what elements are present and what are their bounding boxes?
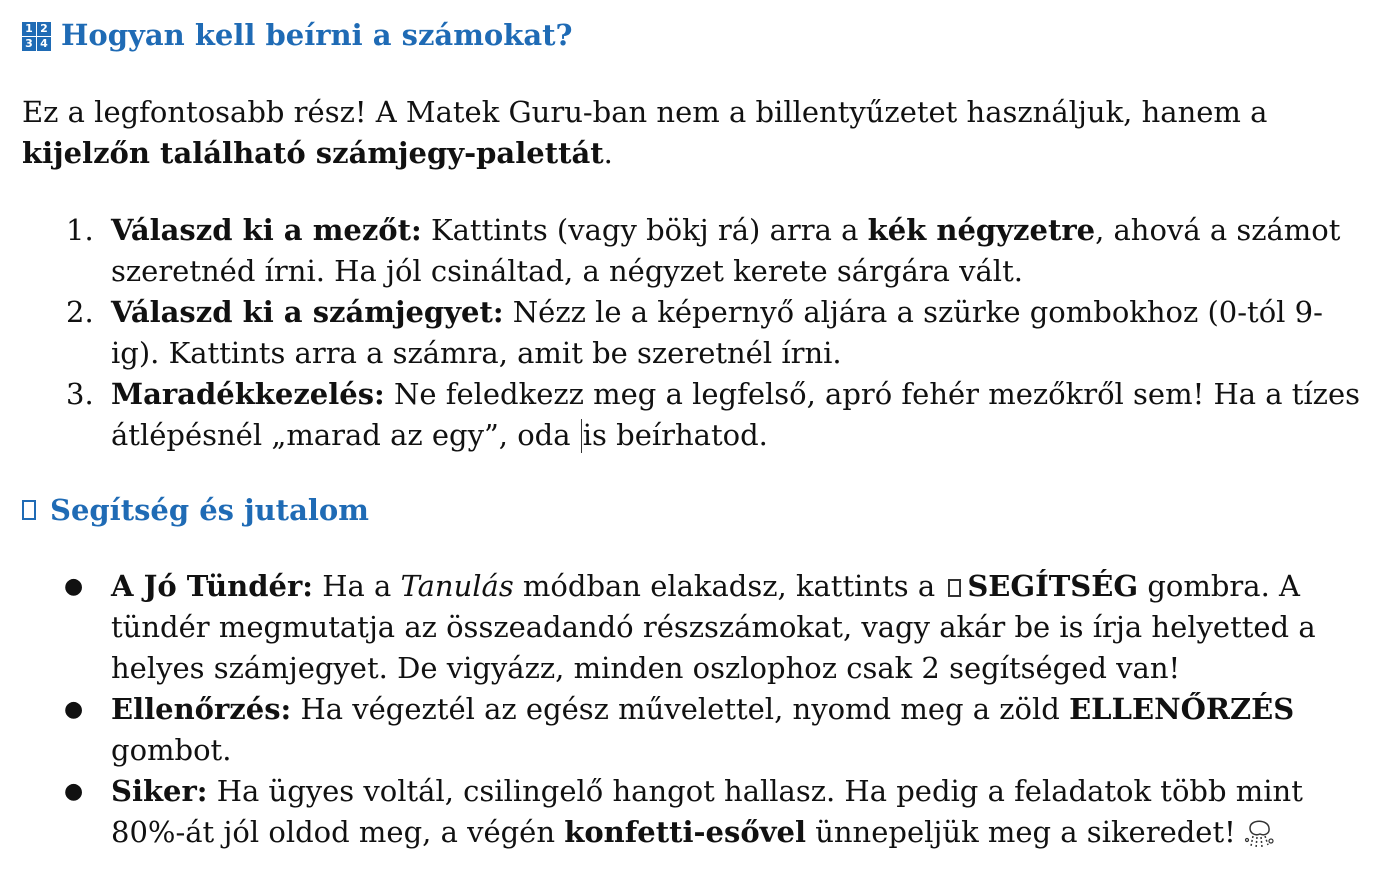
section-heading-text: Segítség és jutalom <box>50 493 369 527</box>
steps-list <box>22 210 1367 456</box>
bullet-icon: ● <box>64 697 84 722</box>
bullet-list <box>22 566 1367 861</box>
input-numbers-icon: 1 2 3 4 <box>22 22 51 51</box>
section-heading-help <box>22 492 369 528</box>
bullet-icon: ● <box>64 779 84 804</box>
section-heading-input <box>22 17 573 53</box>
list-item: 2. Válaszd ki a számjegyet: Nézz le a képernyő aljára a szürke gombokhoz (0-tól 9-ig). Kattints arra a számra, amit be szeretnél írni. <box>66 295 1323 370</box>
help-icon <box>22 500 36 520</box>
list-item: ● Ellenőrzés: Ha végeztél az egész művelettel, nyomd meg a zöld ELLENŐRZÉS gombot. <box>22 689 1367 771</box>
list-item: ● Siker: Ha ügyes voltál, csilingelő hangot hallasz. Ha pedig a feladatok több mint 80%-át jól oldod meg, a végén konfetti-esővel ünnepeljük meg a sikeredet! <box>22 771 1367 861</box>
list-item: 3. Maradékkezelés: Ne feledkezz meg a legfelső, apró fehér mezőkről sem! Ha a tízes átlépésnél „marad az egy”, oda is beírhatod. <box>66 377 1361 452</box>
bullet-icon: ● <box>64 574 84 599</box>
list-item: ● A Jó Tündér: Ha a Tanulás módban elakadsz, kattints a SEGÍTSÉG gombra. A tündér megmutatja az összeadandó részszámokat, vagy akár be is írja helyetted a helyes számjegyet. De vigyázz, minden oszlophoz csak 2 segítséged van! <box>22 566 1367 689</box>
confetti-icon <box>1242 814 1278 861</box>
list-item: 1. Válaszd ki a mezőt: Kattints (vagy bökj rá) arra a kék négyzetre, ahová a számot szeretnéd írni. Ha jól csináltad, a négyzet kerete sárgára vált. <box>66 213 1341 288</box>
text-cursor <box>581 419 582 453</box>
section-heading-text: Hogyan kell beírni a számokat? <box>61 18 573 52</box>
fairy-icon <box>948 579 961 597</box>
intro-paragraph: Ez a legfontosabb rész! A Matek Guru-ban nem a billentyűzetet használjuk, hanem a kijelzőn található számjegy-palettát. <box>22 95 1268 170</box>
